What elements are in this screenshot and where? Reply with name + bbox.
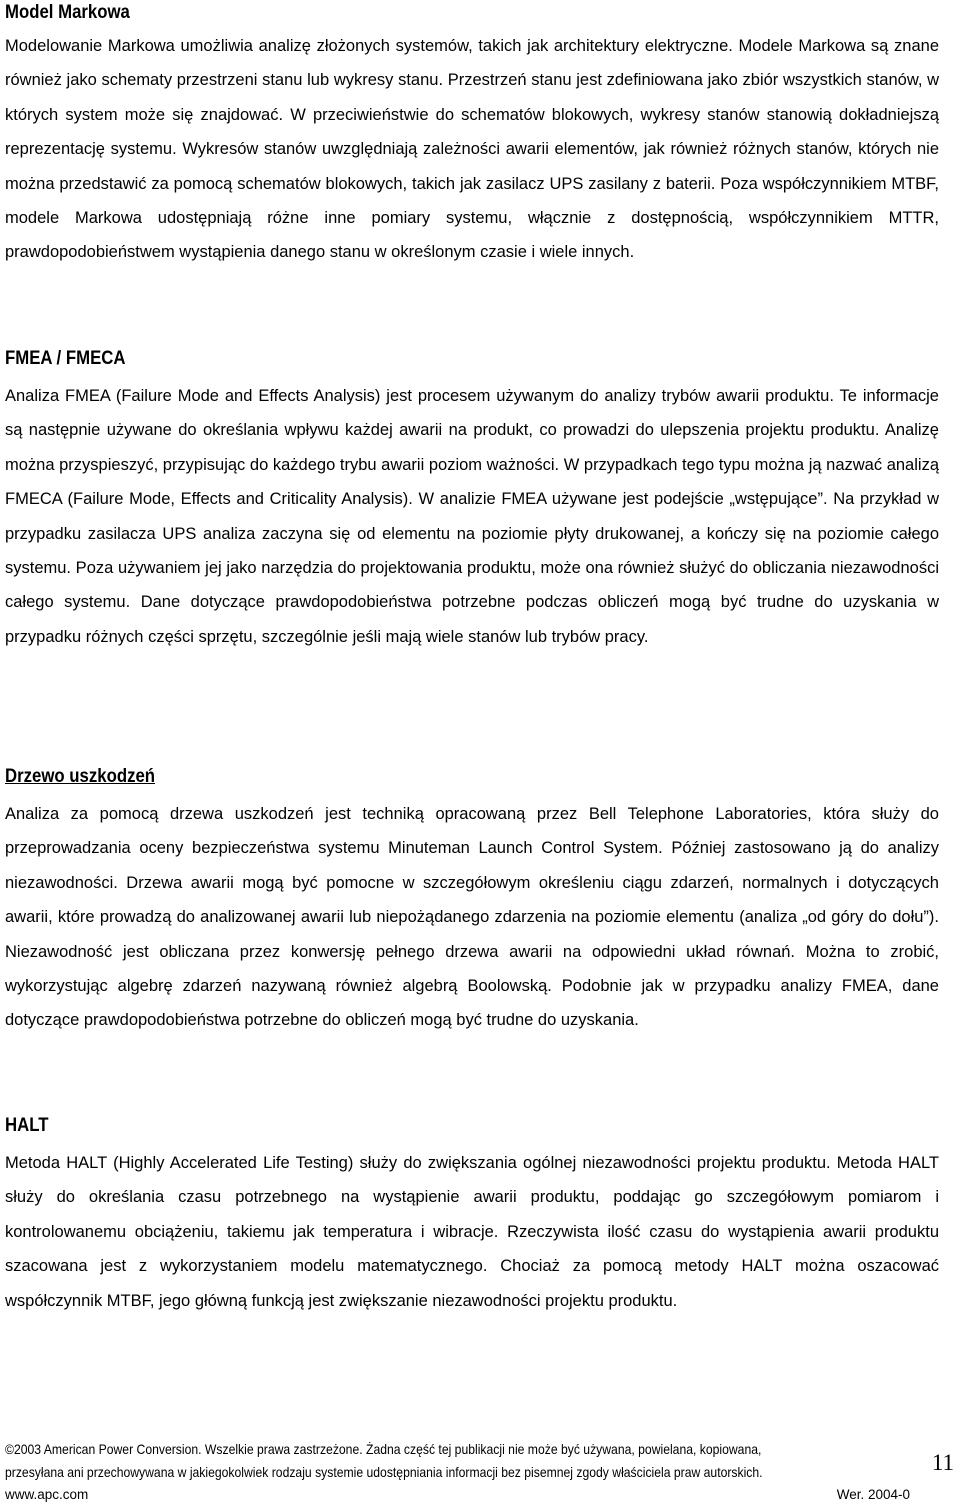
copyright-line-1: ©2003 American Power Conversion. Wszelkie prawa zastrzeżone. Żadna część tej publikacji nie może być używana, powielana, kopiowana,	[5, 1441, 762, 1457]
page-number: 11	[931, 1450, 954, 1475]
footer-bottom-row	[5, 1484, 910, 1506]
section-body-halt: Metoda HALT (Highly Accelerated Life Testing) służy do zwiększania ogólnej niezawodności projektu produktu. Metoda HALT służy do określania czasu potrzebnego na wystąpienie awarii produktu, poddając go szczegółowym pomiarom i kontrolowanemu obciążeniu, takiemu jak temperatura i wibracje. Rzeczywista ilość czasu do wystąpienia awarii produktu szacowana jest z wykorzystaniem modelu matematycznego. Chociaż za pomocą metody HALT można oszacować współczynnik MTBF, jego główną funkcją jest zwiększanie niezawodności projektu produktu.	[5, 1154, 939, 1310]
section-heading-markov: Model Markowa	[5, 1, 130, 23]
section-heading-fault-tree: Drzewo uszkodzeń	[5, 765, 156, 787]
section-heading-halt: HALT	[5, 1114, 49, 1136]
section-body-markov: Modelowanie Markowa umożliwia analizę złożonych systemów, takich jak architektury elektryczne. Modele Markowa są znane również jako schematy przestrzeni stanu lub wykresy stanu. Przestrzeń stanu jest zdefiniowana jako zbiór wszystkich stanów, w których system może się znajdować. W przeciwieństwie do schematów blokowych, wykresy stanów stanowią dokładniejszą reprezentację systemu. Wykresów stanów uwzględniają zależności awarii elementów, jak również różnych stanów, których nie można przedstawić za pomocą schematów blokowych, takich jak zasilacz UPS zasilany z baterii. Poza współczynnikiem MTBF, modele Markowa udostępniają różne inne pomiary systemu, włącznie z dostępnością, współczynnikiem MTTR, prawdopodobieństwem wystąpienia danego stanu w określonym czasie i wiele innych.	[5, 37, 939, 262]
section-body-fault-tree: Analiza za pomocą drzewa uszkodzeń jest techniką opracowaną przez Bell Telephone Laboratories, która służy do przeprowadzania oceny bezpieczeństwa systemu Minuteman Launch Control System. Później zastosowano ją do analizy niezawodności. Drzewa awarii mogą być pomocne w szczegółowym określeniu ciągu zdarzeń, normalnych i dotyczących awarii, które prowadzą do analizowanej awarii lub niepożądanego zdarzenia na poziomie elementu (analiza „od góry do dołu”). Niezawodność jest obliczana przez konwersję pełnego drzewa awarii na odpowiedni układ równań. Można to zrobić, wykorzystując algebrę zdarzeń nazywaną również algebrą Boolowską. Podobnie jak w przypadku analizy FMEA, dane dotyczące prawdopodobieństwa potrzebne do obliczeń mogą być trudne do uzyskania.	[5, 805, 939, 1030]
page-footer	[5, 1438, 910, 1506]
copyright-line-2: przesyłana ani przechowywana w jakiegokolwiek rodzaju systemie udostępniania informacji bez pisemnej zgody właściciela praw autorskich.	[5, 1464, 763, 1480]
section-heading-fmea: FMEA / FMECA	[5, 347, 126, 369]
version-label: Wer. 2004-0	[836, 1487, 910, 1502]
section-body-fmea: Analiza FMEA (Failure Mode and Effects Analysis) jest procesem używanym do analizy trybów awarii produktu. Te informacje są następnie używane do określania wpływu każdej awarii na produkt, co prowadzi do ulepszenia projektu produktu. Analizę można przyspieszyć, przypisując do każdego trybu awarii poziom ważności. W przypadkach tego typu można ją nazwać analizą FMECA (Failure Mode, Effects and Criticality Analysis). W analizie FMEA używane jest podejście „wstępujące”. Na przykład w przypadku zasilacza UPS analiza zaczyna się od elementu na poziomie płyty drukowanej, a kończy się na poziomie całego systemu. Poza używaniem jej jako narzędzia do projektowania produktu, może ona również służyć do obliczania niezawodności całego systemu. Dane dotyczące prawdopodobieństwa potrzebne podczas obliczeń mogą być trudne do uzyskania w przypadku różnych części sprzętu, szczególnie jeśli mają wiele stanów lub trybów pracy.	[5, 387, 939, 646]
website-link[interactable]: www.apc.com	[5, 1487, 89, 1502]
